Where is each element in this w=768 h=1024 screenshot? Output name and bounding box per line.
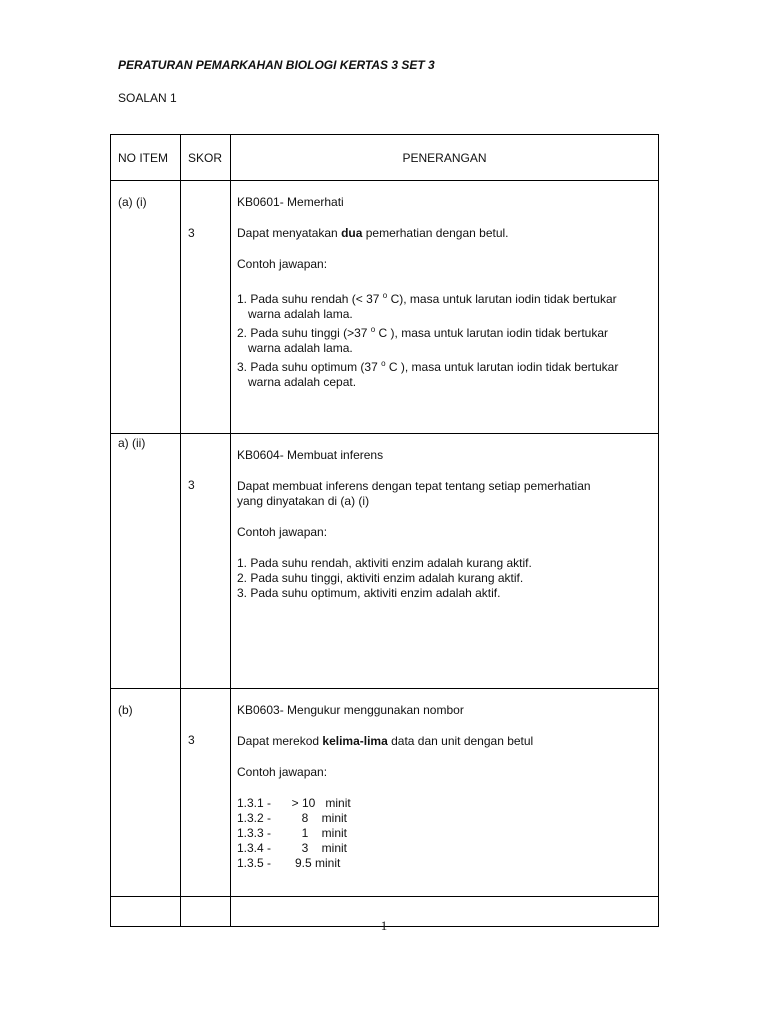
description-cell <box>231 434 659 689</box>
answer-item: 3. Pada suhu optimum, aktiviti enzim adalah aktif. <box>237 586 501 600</box>
item-label: (a) (i) <box>118 195 147 209</box>
answer-item: 3. Pada suhu optimum (37 $^o$ C ), masa untuk larutan iodin tidak bertukar <box>237 359 619 374</box>
example-label: Contoh jawapan: <box>237 525 328 539</box>
skor-value: 3 <box>188 733 195 747</box>
measurement-answer: 1.3.3 - 1 minit <box>237 826 348 840</box>
header-no-item: NO ITEM <box>111 135 181 181</box>
answer-item: 1. Pada suhu rendah, aktiviti enzim adalah kurang aktif. <box>237 556 532 570</box>
answer-item: 2. Pada suhu tinggi (>37 $^o$ C ), masa untuk larutan iodin tidak bertukar <box>237 325 608 340</box>
description-cell <box>231 689 659 897</box>
criterion-text: Dapat membuat inferens dengan tepat tentang setiap pemerhatian <box>237 479 591 493</box>
measurement-answer: 1.3.5 - 9.5 minit <box>237 856 341 870</box>
criterion-text-continued: yang dinyatakan di (a) (i) <box>237 494 370 508</box>
skor-value: 3 <box>188 226 195 240</box>
item-cell <box>111 434 181 689</box>
criterion-text: Dapat menyatakan dua pemerhatian dengan betul. <box>237 226 509 240</box>
table-row <box>111 434 659 689</box>
skill-code: KB0603- Mengukur menggunakan nombor <box>237 703 464 717</box>
header-row <box>111 135 659 181</box>
example-label: Contoh jawapan: <box>237 257 328 271</box>
marking-scheme-table <box>110 134 659 927</box>
page-number: 1 <box>380 918 388 933</box>
item-cell <box>111 689 181 897</box>
table-row <box>111 181 659 434</box>
header-skor: SKOR <box>181 135 231 181</box>
skill-code: KB0604- Membuat inferens <box>237 448 384 462</box>
measurement-answer: 1.3.2 - 8 minit <box>237 811 348 825</box>
item-label: a) (ii) <box>118 436 146 450</box>
answer-item-continued: warna adalah cepat. <box>248 375 357 389</box>
measurement-answer: 1.3.1 - > 10 minit <box>237 796 351 810</box>
example-label: Contoh jawapan: <box>237 765 328 779</box>
answer-item: 2. Pada suhu tinggi, aktiviti enzim adalah kurang aktif. <box>237 571 524 585</box>
skor-cell <box>181 689 231 897</box>
header-penerangan: PENERANGAN <box>231 135 659 181</box>
question-label: SOALAN 1 <box>118 91 177 105</box>
item-label: (b) <box>118 703 133 717</box>
skor-value: 3 <box>188 478 195 492</box>
skor-cell <box>181 181 231 434</box>
measurement-answer: 1.3.4 - 3 minit <box>237 841 348 855</box>
criterion-text: Dapat merekod kelima-lima data dan unit dengan betul <box>237 734 534 748</box>
document-title: PERATURAN PEMARKAHAN BIOLOGI KERTAS 3 SET 3 <box>118 58 435 72</box>
answer-item: 1. Pada suhu rendah (< 37 $^o$ C), masa untuk larutan iodin tidak bertukar <box>237 291 617 306</box>
answer-item-continued: warna adalah lama. <box>248 307 353 321</box>
description-cell <box>231 181 659 434</box>
item-cell <box>111 181 181 434</box>
table-row <box>111 689 659 897</box>
skor-cell <box>181 434 231 689</box>
answer-item-continued: warna adalah lama. <box>248 341 353 355</box>
skill-code: KB0601- Memerhati <box>237 195 344 209</box>
